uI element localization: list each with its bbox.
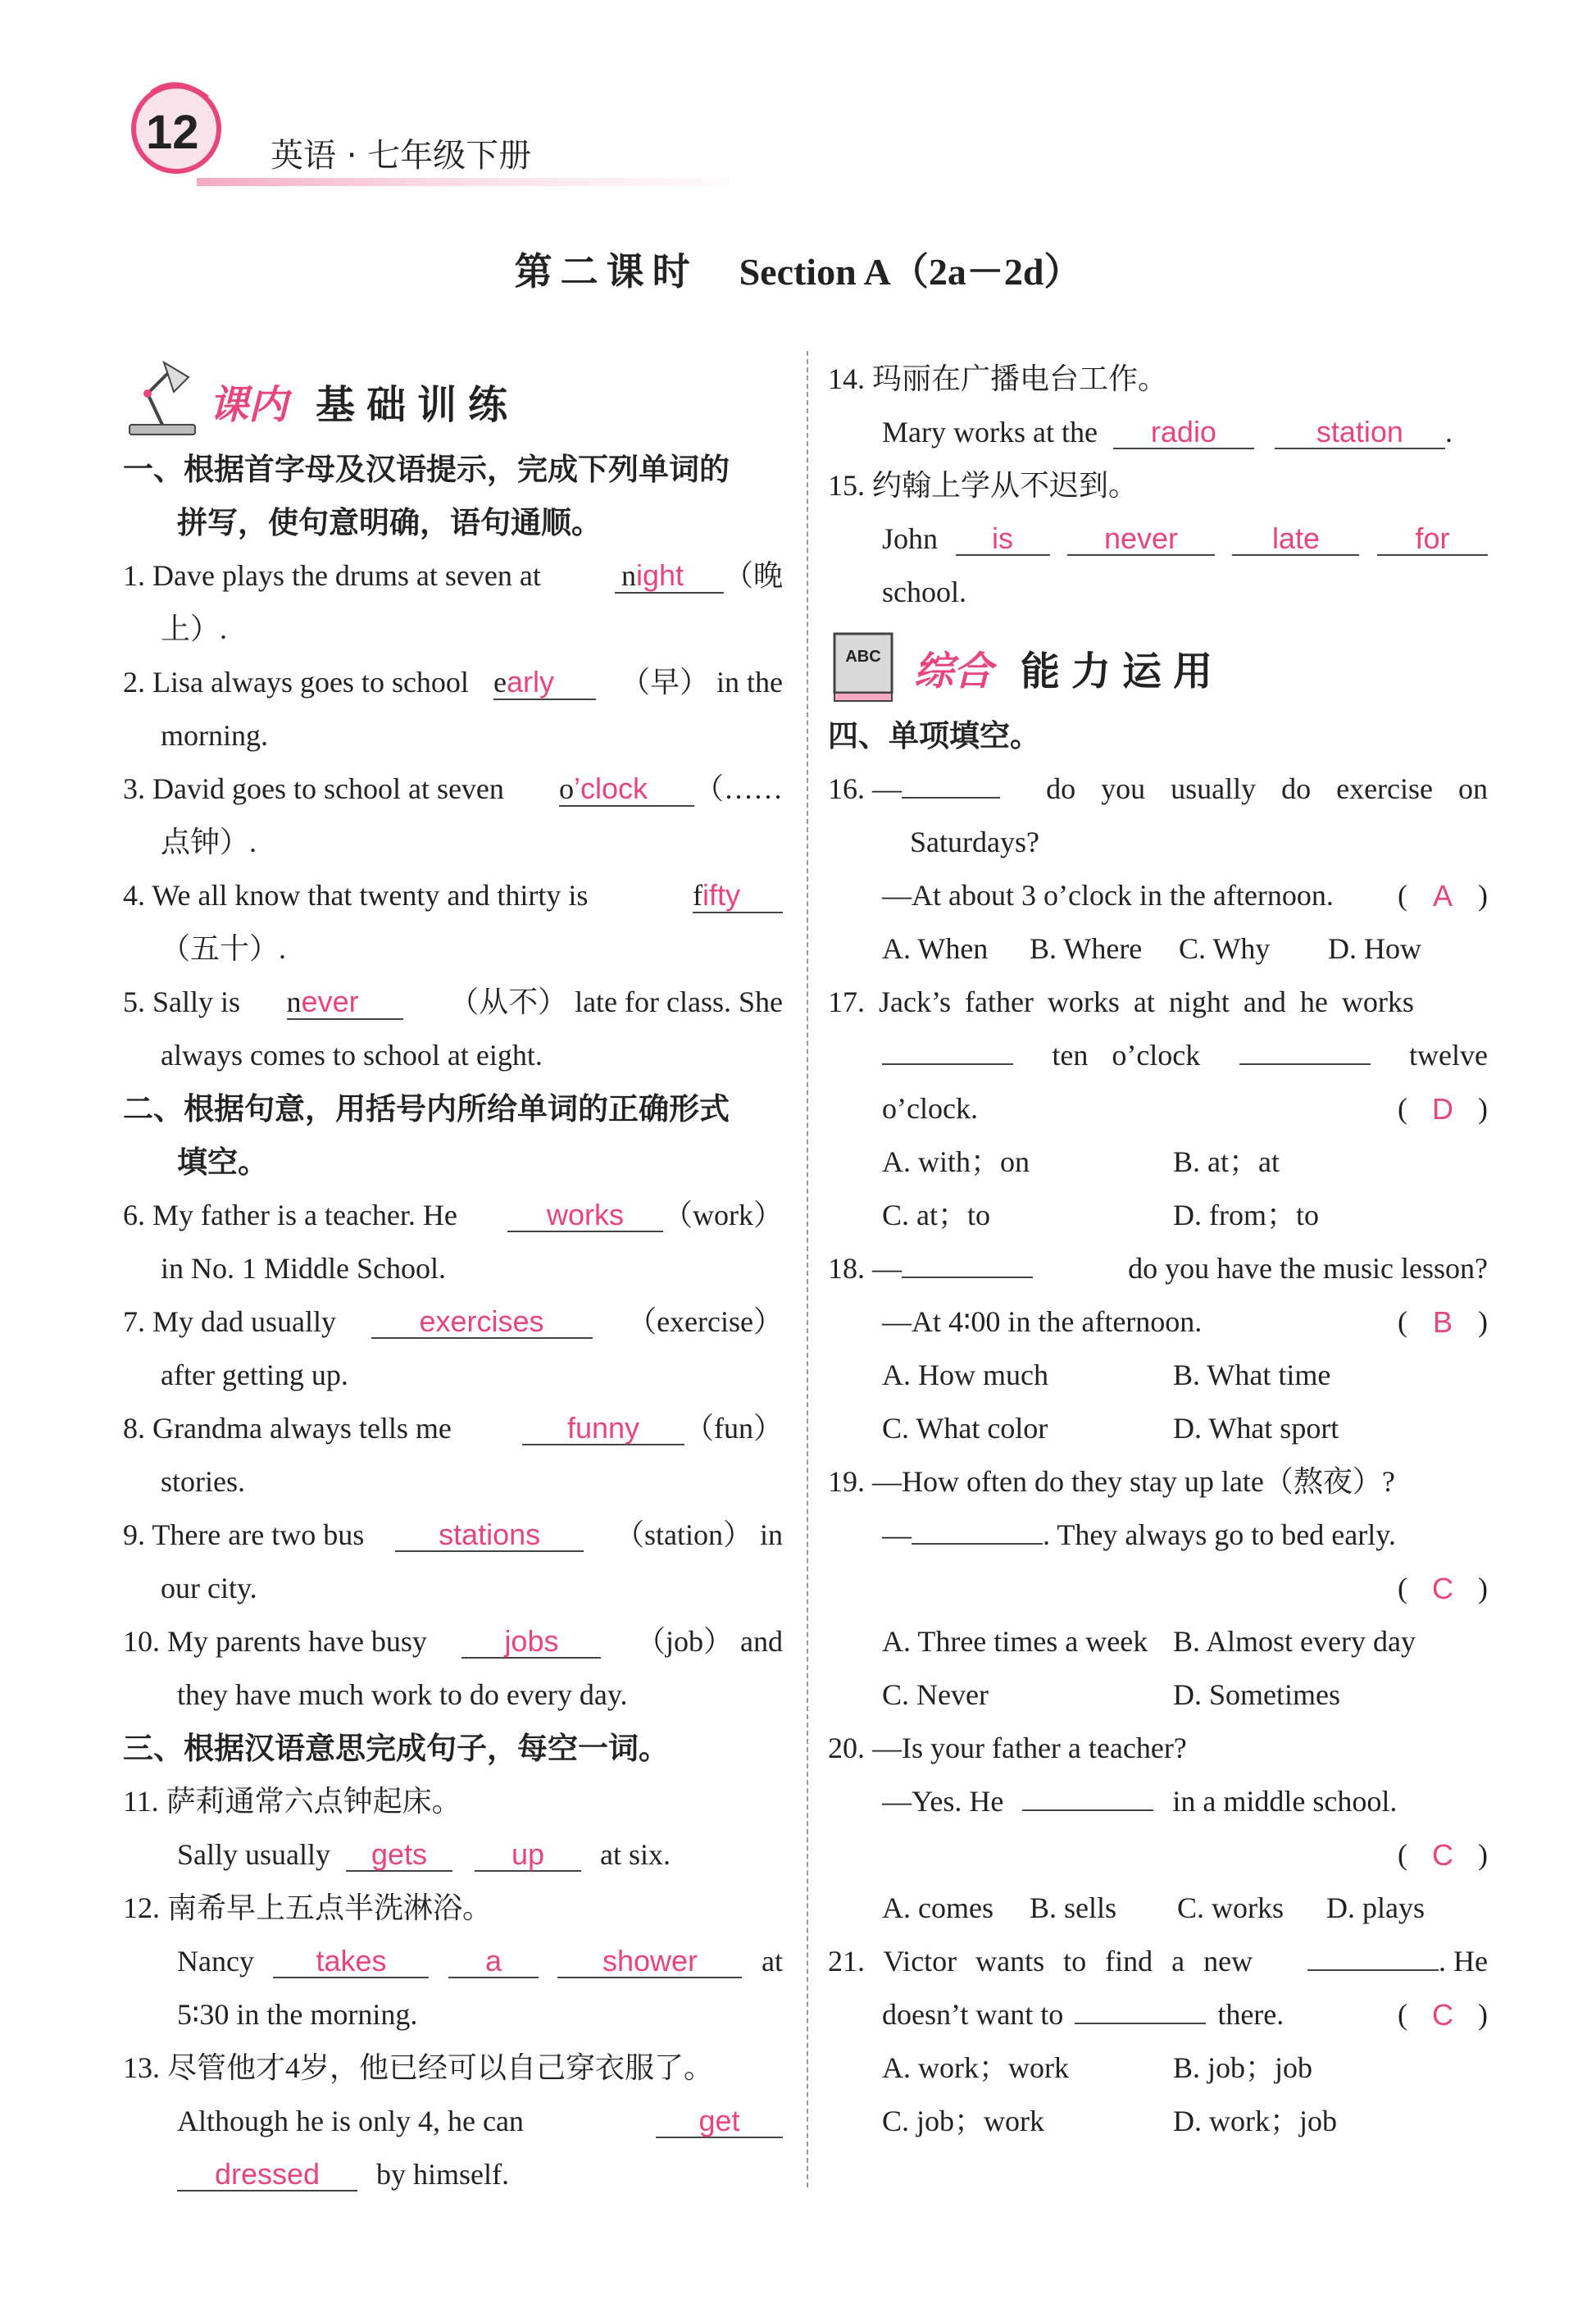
- option[interactable]: D. What sport: [1173, 1412, 1339, 1445]
- section-2-heading-cont: 填空。: [177, 1145, 268, 1180]
- desk-lamp-icon: [123, 353, 213, 443]
- answer-blank[interactable]: station: [1275, 416, 1445, 449]
- answer-blank[interactable]: [882, 1063, 1013, 1065]
- book-title: 英语 · 七年级下册: [271, 137, 532, 175]
- answer-blank[interactable]: never: [1067, 523, 1215, 556]
- question-8: 8. Grandma always tells me funny （fun）: [123, 1411, 783, 1445]
- answer-blank[interactable]: [1022, 1809, 1153, 1811]
- question-10-cont: they have much work to do every day.: [177, 1678, 628, 1711]
- question-17-options-2: [828, 1189, 1488, 1242]
- section-1-heading: 一、根据首字母及汉语提示，完成下列单词的: [123, 452, 730, 487]
- banner-basic-black: 基础训练: [316, 382, 520, 428]
- question-20-options: [828, 1882, 1488, 1935]
- question-14: 14. 玛丽在广播电台工作。: [828, 362, 1168, 395]
- question-18-options-2: [828, 1402, 1488, 1455]
- answer-blank[interactable]: early: [493, 667, 596, 700]
- question-8-cont: stories.: [161, 1465, 245, 1498]
- question-2: 2. Lisa always goes to school early （早） in the: [123, 665, 783, 699]
- choice-answer: C: [1432, 1838, 1453, 1872]
- question-11: 11. 萨莉通常六点钟起床。: [123, 1785, 462, 1818]
- question-21-options-2: [828, 2095, 1488, 2148]
- question-4: 4. We all know that twenty and thirty is fifty: [123, 869, 783, 922]
- question-12: 12. 南希早上五点半洗淋浴。: [123, 1891, 493, 1924]
- question-13-answer-cont: dressed by himself.: [123, 2148, 783, 2201]
- question-14-answer: Mary works at the radio station .: [882, 415, 1453, 448]
- option[interactable]: B. sells: [1030, 1891, 1117, 1924]
- answer-blank[interactable]: [912, 1543, 1043, 1545]
- lesson-title-en: Section A（2a－2d）: [739, 251, 1082, 293]
- lesson-title-cn: 第二课时: [514, 249, 698, 294]
- question-16-cont: Saturdays?: [910, 826, 1039, 858]
- option[interactable]: A. comes: [882, 1891, 994, 1924]
- question-15-answer: John is never late for: [828, 512, 1488, 566]
- option[interactable]: B. at；at: [1173, 1145, 1280, 1178]
- answer-blank[interactable]: [1307, 1969, 1439, 1971]
- section-banner-basic: [123, 353, 783, 443]
- question-6: 6. My father is a teacher. He works （work）: [123, 1198, 783, 1231]
- option[interactable]: A. work；work: [882, 2051, 1069, 2084]
- choice-answer: A: [1432, 879, 1453, 913]
- answer-blank[interactable]: up: [475, 1839, 581, 1872]
- answer-blank[interactable]: a: [448, 1946, 539, 1978]
- option[interactable]: A. How much: [882, 1359, 1048, 1391]
- question-19-reply: — . They always go to bed early.: [882, 1518, 1396, 1551]
- option[interactable]: C. What color: [882, 1412, 1048, 1445]
- option[interactable]: C. job；work: [882, 2105, 1045, 2137]
- answer-blank[interactable]: [902, 797, 1000, 799]
- answer-blank[interactable]: radio: [1113, 416, 1254, 449]
- answer-blank[interactable]: o’clock: [559, 773, 694, 807]
- answer-blank[interactable]: shower: [557, 1946, 742, 1978]
- answer-blank[interactable]: exercises: [371, 1306, 593, 1339]
- question-15-cont: school.: [882, 576, 966, 608]
- option[interactable]: B. What time: [1173, 1359, 1331, 1391]
- answer-blank[interactable]: night: [615, 560, 724, 594]
- question-9: 9. There are two bus stations （station） in: [123, 1518, 783, 1551]
- question-12-answer: Nancy takes a shower at: [177, 1944, 783, 1978]
- choice-answer: B: [1432, 1305, 1453, 1339]
- answer-blank[interactable]: funny: [522, 1413, 684, 1445]
- answer-blank[interactable]: never: [287, 986, 403, 1020]
- section-1-heading-cont: 拼写，使句意明确，语句通顺。: [177, 505, 602, 540]
- column-divider: [807, 351, 808, 2187]
- question-20-reply: —Yes. He in a middle school.: [882, 1785, 1398, 1818]
- option[interactable]: D. work；job: [1173, 2105, 1337, 2137]
- option[interactable]: D. plays: [1326, 1891, 1425, 1924]
- abc-book-icon: [828, 619, 918, 709]
- question-16-options: [828, 922, 1488, 976]
- question-17: 17. Jack’s father works at night and he works: [828, 985, 1414, 1018]
- question-18-reply: —At 4∶00 in the afternoon. ( B ): [828, 1295, 1488, 1349]
- choice-answer: C: [1432, 1998, 1453, 2032]
- answer-blank[interactable]: gets: [346, 1839, 452, 1872]
- page-number: 12: [146, 106, 199, 159]
- option[interactable]: D. How: [1328, 932, 1421, 965]
- option[interactable]: B. Almost every day: [1173, 1625, 1416, 1658]
- question-1: 1. Dave plays the drums at seven at night （晚: [123, 558, 783, 592]
- question-7: 7. My dad usually exercises （exercise）: [123, 1304, 783, 1338]
- question-13-answer: Although he is only 4, he can get: [123, 2095, 783, 2148]
- question-21-options-1: [828, 2041, 1488, 2095]
- question-5-cont: always comes to school at eight.: [161, 1039, 543, 1072]
- answer-blank[interactable]: get: [656, 2105, 783, 2138]
- option[interactable]: A. with；on: [882, 1145, 1030, 1178]
- question-20: 20. —Is your father a teacher?: [828, 1732, 1187, 1764]
- question-11-answer: Sally usually gets up at six.: [177, 1837, 671, 1871]
- option[interactable]: B. Where: [1030, 932, 1143, 965]
- question-21-cont: doesn’t want to there. ( C ): [828, 1988, 1488, 2041]
- question-19-options-1: [828, 1615, 1488, 1668]
- question-4-cont: （五十）.: [161, 932, 287, 965]
- option[interactable]: B. job；job: [1173, 2051, 1313, 2084]
- right-column: [828, 353, 1488, 2148]
- section-2-heading: 二、根据句意，用括号内所给单词的正确形式: [123, 1091, 730, 1126]
- question-21: 21. Victor wants to find a new . He: [828, 1945, 1488, 1978]
- question-3: 3. David goes to school at seven o’clock （……: [123, 771, 783, 805]
- banner-comprehensive-pink: 综合: [914, 649, 994, 694]
- lesson-title: [0, 242, 1596, 296]
- answer-blank[interactable]: [1239, 1063, 1371, 1065]
- question-17-options-1: [828, 1136, 1488, 1189]
- answer-blank[interactable]: takes: [273, 1946, 429, 1978]
- option[interactable]: C. works: [1177, 1891, 1285, 1924]
- section-4-heading: 四、单项填空。: [828, 718, 1040, 753]
- choice-answer: D: [1432, 1092, 1453, 1126]
- question-1-cont: 上）.: [161, 612, 228, 645]
- option[interactable]: A. Three times a week: [882, 1625, 1148, 1658]
- answer-blank[interactable]: [902, 1277, 1033, 1278]
- left-column: [123, 353, 783, 2201]
- section-3-heading: 三、根据汉语意思完成句子，每空一词。: [123, 1731, 669, 1766]
- answer-blank[interactable]: fifty: [693, 880, 783, 913]
- answer-blank[interactable]: dressed: [177, 2159, 357, 2191]
- question-17-cont2: o’clock. ( D ): [828, 1082, 1488, 1136]
- question-20-paren: ( C ): [828, 1828, 1488, 1882]
- question-12-cont: 5∶30 in the morning.: [177, 1998, 418, 2031]
- question-19-paren: ( C ): [828, 1562, 1488, 1615]
- abc-label: ABC: [845, 648, 881, 666]
- question-19-options-2: [828, 1668, 1488, 1722]
- section-banner-comprehensive: [828, 619, 1488, 709]
- answer-blank[interactable]: jobs: [462, 1626, 601, 1659]
- answer-blank[interactable]: stations: [395, 1519, 584, 1552]
- answer-blank[interactable]: late: [1232, 523, 1359, 556]
- option[interactable]: C. Why: [1179, 932, 1271, 965]
- answer-blank[interactable]: is: [956, 523, 1050, 556]
- question-6-cont: in No. 1 Middle School.: [161, 1252, 446, 1285]
- question-18: 18. — do you have the music lesson?: [828, 1252, 1488, 1285]
- option[interactable]: A. When: [882, 932, 989, 965]
- question-16-reply: —At about 3 o’clock in the afternoon. ( A ): [828, 869, 1488, 922]
- answer-blank[interactable]: for: [1377, 523, 1488, 556]
- option[interactable]: C. Never: [882, 1678, 989, 1711]
- question-13: 13. 尽管他才4岁，他已经可以自己穿衣服了。: [123, 2051, 714, 2084]
- choice-answer: C: [1432, 1572, 1453, 1605]
- question-10: 10. My parents have busy jobs （job） and: [123, 1624, 783, 1658]
- option[interactable]: D. Sometimes: [1173, 1678, 1340, 1711]
- question-18-options-1: [828, 1349, 1488, 1402]
- option[interactable]: D. from；to: [1173, 1199, 1319, 1231]
- question-2-cont: morning.: [161, 719, 268, 752]
- question-5: 5. Sally is never （从不） late for class. She: [123, 985, 783, 1018]
- answer-blank[interactable]: works: [507, 1199, 663, 1232]
- option[interactable]: C. at；to: [882, 1199, 990, 1231]
- question-9-cont: our city.: [161, 1572, 257, 1604]
- banner-basic-pink: 课内: [209, 382, 289, 428]
- banner-comprehensive-black: 能力运用: [1021, 649, 1225, 694]
- question-19: 19. —How often do they stay up late（熬夜）?: [828, 1465, 1395, 1498]
- question-16: 16. — do you usually do exercise on: [828, 772, 1488, 805]
- question-3-cont: 点钟）.: [161, 826, 257, 858]
- header-decoration: [197, 175, 730, 189]
- question-17-cont: ten o’clock twelve: [828, 1029, 1488, 1082]
- question-7-cont: after getting up.: [161, 1359, 348, 1391]
- question-15: 15. 约翰上学从不迟到。: [828, 469, 1139, 502]
- answer-blank[interactable]: [1075, 2023, 1206, 2024]
